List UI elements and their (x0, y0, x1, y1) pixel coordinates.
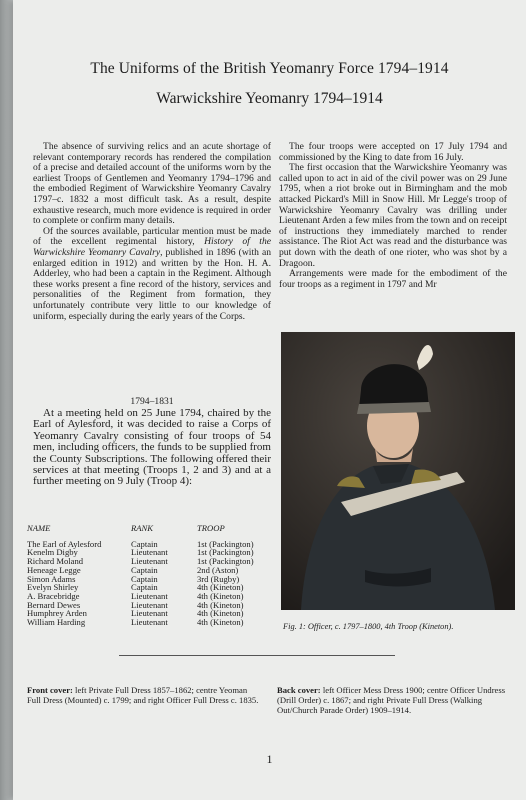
sources-paragraph (33, 227, 271, 322)
cell-name: Heneage Legge (27, 564, 81, 575)
cell-troop: 2nd (Aston) (197, 564, 239, 575)
embodiment-paragraph: Arrangements were made for the embodiment of the four troops as a regiment in 1797 and Mr (279, 268, 507, 290)
section-heading: 1794–1831 (130, 396, 174, 407)
meeting-paragraph (33, 408, 271, 488)
roster-table (27, 524, 277, 627)
cell-troop: 4th (Kineton) (197, 590, 244, 601)
cell-rank: Lieutenant (131, 556, 168, 567)
cell-rank: Lieutenant (131, 599, 168, 610)
cell-name: William Harding (27, 617, 86, 628)
cell-troop: 4th (Kineton) (197, 608, 244, 619)
cell-troop: 1st (Packington) (197, 547, 254, 558)
cell-troop: 1st (Packington) (197, 538, 254, 549)
header-troop: TROOP (197, 523, 225, 533)
cell-name: Kenelm Digby (27, 547, 78, 558)
back-cover-text: left Officer Mess Dress 1900; centre Officer Undress (Drill Order) c. 1867; and right Private Full Dress (Walking Out/Church Parade Order) 1909–1914. (277, 685, 506, 715)
book-gutter (0, 0, 13, 800)
cell-name: Humphrey Arden (27, 608, 87, 619)
meeting-text: At a meeting held on 25 June 1794, chaired by the Earl of Aylesford, it was decided to raise a Corps of Yeomanry Cavalry consisting of four troops of 54 men, including officers, the funds to be supplied from the County Subscriptions. The following offered their services at that meeting (Troops 1, 2 and 3) and at a further meeting on 9 July (Troop 4): (33, 407, 271, 488)
roster-header (27, 524, 277, 533)
cell-troop: 1st (Packington) (197, 556, 254, 567)
figure-caption: Fig. 1: Officer, c. 1797–1800, 4th Troop (Kineton). (283, 622, 454, 631)
officer-portrait-image (281, 332, 515, 610)
cell-rank: Lieutenant (131, 590, 168, 601)
cell-troop: 4th (Kineton) (197, 599, 244, 610)
header-rank: RANK (131, 523, 153, 533)
page-subtitle: Warwickshire Yeomanry 1794–1914 (156, 90, 383, 107)
front-cover-credit (27, 686, 263, 706)
header-name: NAME (27, 523, 51, 533)
cell-rank: Lieutenant (131, 608, 168, 619)
cell-rank: Captain (131, 582, 158, 593)
cell-rank: Lieutenant (131, 617, 168, 628)
cell-name: Bernard Dewes (27, 599, 81, 610)
cell-rank: Lieutenant (131, 547, 168, 558)
officer-portrait-illustration (281, 332, 515, 610)
cell-name: A. Bracebridge (27, 590, 80, 601)
back-cover-label: Back cover: (277, 685, 321, 695)
cell-rank: Captain (131, 564, 158, 575)
divider-rule (119, 655, 395, 656)
cell-troop: 4th (Kineton) (197, 617, 244, 628)
book-title: History of the Warwickshire Yeomanry Cavalry (33, 236, 271, 258)
riot-paragraph: The first occasion that the Warwickshire Yeomanry was called upon to act in aid of the civil power was on 29 June 1795, when a riot broke out in Birmingham and the mob attacked Pickard's Mill in Snow Hill. Mr Legge's troop of Warwickshire Yeomanry Cavalry was drilling under Lieutenant Arden a few miles from the town and on receipt of instructions they immediately marched to render assistance. The Riot Act was read and the disturbance was put down with the death of one rioter, who was shot by a Dragoon. (279, 162, 507, 269)
cell-rank: Captain (131, 573, 158, 584)
sources-text-b: , published in 1896 (with an enlarged edition in 1912) and written by the Hon. H. A. Adderley, who had been a captain in the Regiment. Although these works present a fine record of the history, services and personalities of the Regiment from formation, they unfortunately contribute very little to our knowledge of uniform, especially during the early years of the Corps. (33, 246, 272, 322)
table-row (27, 618, 277, 627)
page-title: The Uniforms of the British Yeomanry Force 1794–1914 (90, 60, 449, 77)
right-column-text (279, 142, 507, 290)
cell-name: The Earl of Aylesford (27, 538, 102, 549)
cell-rank: Captain (131, 538, 158, 549)
acceptance-paragraph: The four troops were accepted on 17 July 1794 and commissioned by the King to date from 16 July. (279, 141, 507, 163)
front-cover-label: Front cover: (27, 685, 73, 695)
book-page (13, 0, 526, 800)
front-cover-text: left Private Full Dress 1857–1862; centre Yeoman Full Dress (Mounted) c. 1799; and right Officer Full Dress c. 1835. (27, 685, 259, 705)
intro-paragraph: The absence of surviving relics and an acute shortage of relevant contemporary records has rendered the compilation of a precise and detailed account of the uniforms worn by the earliest Troops of Gentlemen and Yeomanry 1794–1796 and the embodied Regiment of Warwickshire Yeomanry Cavalry 1797–c. 1832 a most difficult task. As a result, despite exhaustive research, much more evidence is required in order to complete or confirm many details. (33, 141, 271, 227)
left-column-intro (33, 142, 271, 322)
cell-name: Evelyn Shirley (27, 582, 79, 593)
cell-name: Simon Adams (27, 573, 76, 584)
cell-troop: 4th (Kineton) (197, 582, 244, 593)
cell-name: Richard Moland (27, 556, 84, 567)
back-cover-credit (277, 686, 513, 715)
sources-text-a: Of the sources available, particular mention must be made of the excellent regimental history, (33, 225, 271, 248)
page-number: 1 (266, 752, 273, 766)
cell-troop: 3rd (Rugby) (197, 573, 240, 584)
